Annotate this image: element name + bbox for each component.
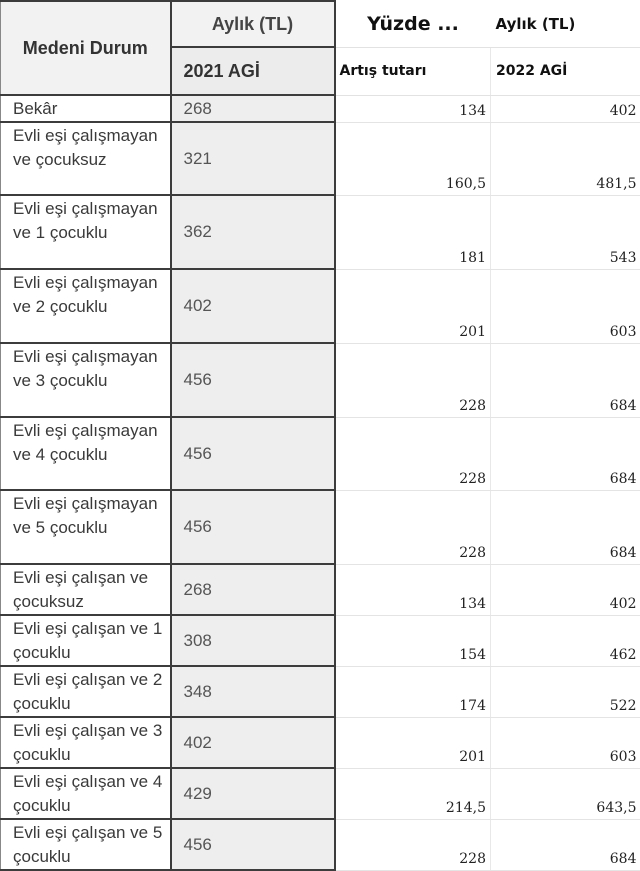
column-header-2022-agi: 2022 AGİ (491, 47, 640, 95)
column-header-medeni-durum: Medeni Durum (1, 1, 171, 95)
table-row (1, 717, 640, 768)
artis-tutari-cell: 174 (335, 666, 491, 717)
table-row (1, 564, 640, 615)
status-cell: Evli eşi çalışan ve çocuksuz (1, 564, 171, 615)
artis-tutari-cell: 201 (335, 269, 491, 343)
agi-2022-cell: 603 (491, 717, 640, 768)
artis-tutari-cell: 154 (335, 615, 491, 666)
table-row (1, 343, 640, 417)
agi-2022-cell: 684 (491, 417, 640, 490)
column-header-aylik-tl-2022: Aylık (TL) (491, 1, 640, 47)
column-header-yuzde: Yüzde ... (335, 1, 491, 47)
status-cell: Evli eşi çalışan ve 1 çocuklu (1, 615, 171, 666)
status-cell: Evli eşi çalışmayan ve çocuksuz (1, 122, 171, 195)
agi-2022-cell: 402 (491, 564, 640, 615)
table-row (1, 95, 640, 122)
status-cell: Evli eşi çalışan ve 4 çocuklu (1, 768, 171, 819)
artis-tutari-cell: 160,5 (335, 122, 491, 195)
column-header-2021-agi: 2021 AGİ (171, 47, 335, 95)
table-row (1, 122, 640, 195)
agi-2021-cell: 362 (171, 195, 335, 269)
artis-tutari-cell: 228 (335, 343, 491, 417)
status-cell: Evli eşi çalışmayan ve 4 çocuklu (1, 417, 171, 490)
table-row (1, 819, 640, 870)
agi-2022-cell: 462 (491, 615, 640, 666)
status-cell: Bekâr (1, 95, 171, 122)
agi-2021-cell: 456 (171, 819, 335, 870)
status-cell: Evli eşi çalışmayan ve 3 çocuklu (1, 343, 171, 417)
status-cell: Evli eşi çalışan ve 2 çocuklu (1, 666, 171, 717)
agi-2022-cell: 643,5 (491, 768, 640, 819)
table-row (1, 417, 640, 490)
artis-tutari-cell: 228 (335, 819, 491, 870)
table-row (1, 195, 640, 269)
table-row (1, 666, 640, 717)
artis-tutari-cell: 134 (335, 95, 491, 122)
column-header-aylik-tl-2021: Aylık (TL) (171, 1, 335, 47)
agi-2021-cell: 348 (171, 666, 335, 717)
agi-2021-cell: 456 (171, 490, 335, 564)
status-cell: Evli eşi çalışan ve 3 çocuklu (1, 717, 171, 768)
agi-2021-cell: 456 (171, 417, 335, 490)
artis-tutari-cell: 201 (335, 717, 491, 768)
agi-2022-cell: 543 (491, 195, 640, 269)
agi-2021-cell: 308 (171, 615, 335, 666)
status-cell: Evli eşi çalışmayan ve 2 çocuklu (1, 269, 171, 343)
table-header (1, 1, 640, 95)
agi-2021-cell: 321 (171, 122, 335, 195)
table-row (1, 615, 640, 666)
artis-tutari-cell: 214,5 (335, 768, 491, 819)
agi-2021-cell: 402 (171, 269, 335, 343)
agi-2022-cell: 684 (491, 490, 640, 564)
table-body (1, 95, 640, 870)
agi-2021-cell: 456 (171, 343, 335, 417)
artis-tutari-cell: 134 (335, 564, 491, 615)
column-header-artis-tutari: Artış tutarı (335, 47, 491, 95)
table-row (1, 490, 640, 564)
artis-tutari-cell: 228 (335, 417, 491, 490)
agi-2021-cell: 402 (171, 717, 335, 768)
artis-tutari-cell: 228 (335, 490, 491, 564)
agi-2022-cell: 684 (491, 819, 640, 870)
agi-2021-cell: 268 (171, 95, 335, 122)
status-cell: Evli eşi çalışan ve 5 çocuklu (1, 819, 171, 870)
agi-2022-cell: 603 (491, 269, 640, 343)
artis-tutari-cell: 181 (335, 195, 491, 269)
agi-2021-cell: 429 (171, 768, 335, 819)
agi-2022-cell: 684 (491, 343, 640, 417)
agi-2021-cell: 268 (171, 564, 335, 615)
status-cell: Evli eşi çalışmayan ve 1 çocuklu (1, 195, 171, 269)
agi-2022-cell: 402 (491, 95, 640, 122)
agi-2022-cell: 522 (491, 666, 640, 717)
table-row (1, 768, 640, 819)
table-row (1, 269, 640, 343)
header-row-top (1, 1, 640, 47)
status-cell: Evli eşi çalışmayan ve 5 çocuklu (1, 490, 171, 564)
agi-2022-cell: 481,5 (491, 122, 640, 195)
